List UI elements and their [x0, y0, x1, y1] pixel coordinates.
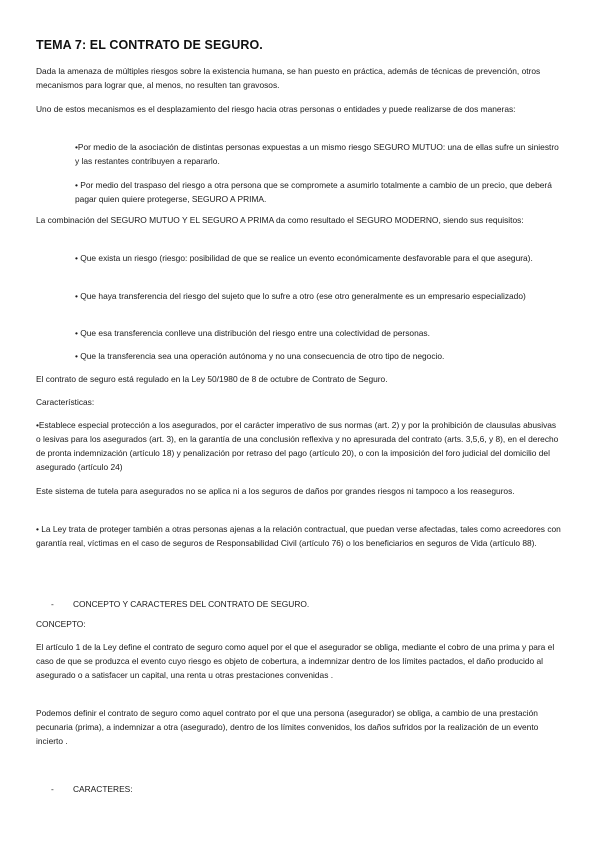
concept-heading: CONCEPTO:	[36, 619, 86, 629]
requirement-item-3: • Que esa transferencia conlleve una distribución del riesgo entre una colectividad de personas.	[75, 328, 430, 338]
section-dash: -	[51, 599, 54, 609]
requirement-item-1: • Que exista un riesgo (riesgo: posibilidad de que se realice un evento económicamente desfavorable para el que asegura).	[75, 253, 533, 263]
characteristic-item-1: •Establece especial protección a los asegurados, por el carácter imperativo de sus normas (art. 2) y por la prohibición de clausulas abusivas o lesivas para los asegurados (art. 3), en la garantía de una conclusión reflexiva y no apresurada del contrato (arts. 3,5,6, y 8), en el derecho de pronta indemnización (artículo 18) y penalización por retraso del pago (artículo 20), o con la imposición del foro judicial del domicilio del asegurado (artículo 24)	[36, 420, 559, 472]
characteristic-item-2: • La Ley trata de proteger también a otras personas ajenas a la relación contractual, que puedan verse afectadas, tales como acreedores con garantía real, víctimas en el caso de seguros de Responsabilidad Civil (artículo 76) o los beneficiarios en seguros de Vida (artículo 88).	[36, 524, 561, 548]
concept-paragraph-2: Podemos definir el contrato de seguro como aquel contrato por el que una persona (asegurador) se obliga, a cambio de una prestación pecunaria (prima), a indemnizar a otra (asegurado), dentro de los límites convenidos, los daños sufridos por la realización de un evento incierto .	[36, 708, 539, 746]
combination-paragraph: La combinación del SEGURO MUTUO Y EL SEGURO A PRIMA da como resultado el SEGURO MODERNO, siendo sus requisitos:	[36, 215, 524, 225]
bullet-seguro-mutuo: •Por medio de la asociación de distintas personas expuestas a un mismo riesgo SEGURO MUTUO: una de ellas sufre un siniestro y las restantes contribuyen a repararlo.	[75, 142, 559, 166]
concept-paragraph-1: El artículo 1 de la Ley define el contrato de seguro como aquel por el que el asegurador se obliga, mediante el cobro de una prima y para el caso de que se produzca el evento cuyo riesgo es objeto de cobertura, a indemnizar dentro de los límites pactados, el daño producido al asegurado o a satisfacer un capital, una renta u otras prestaciones convenidas .	[36, 642, 555, 680]
tutela-paragraph: Este sistema de tutela para asegurados no se aplica ni a los seguros de daños por grandes riesgos ni tampoco a los reaseguros.	[36, 486, 515, 496]
intro-paragraph: Dada la amenaza de múltiples riesgos sobre la existencia humana, se han puesto en práctica, además de técnicas de prevención, otros mecanismos para lograr que, al menos, no resulten tan gravosos.	[36, 66, 541, 90]
characteristics-heading: Características:	[36, 397, 95, 407]
section-dash: -	[51, 784, 54, 794]
requirement-item-2: • Que haya transferencia del riesgo del sujeto que lo sufre a otro (ese otro generalmente es un empresario especializado)	[75, 291, 526, 301]
regulated-paragraph: El contrato de seguro está regulado en la Ley 50/1980 de 8 de octubre de Contrato de Seguro.	[36, 374, 388, 384]
requirement-item-4: • Que la transferencia sea una operación autónoma y no una consecuencia de otro tipo de negocio.	[75, 351, 445, 361]
mechanisms-paragraph: Uno de estos mecanismos es el desplazamiento del riesgo hacia otras personas o entidades y puede realizarse de dos maneras:	[36, 104, 516, 114]
section-heading-concepto-caracteres: CONCEPTO Y CARACTERES DEL CONTRATO DE SEGURO.	[73, 599, 310, 609]
bullet-seguro-prima: • Por medio del traspaso del riesgo a otra persona que se compromete a asumirlo totalmente a cambio de un precio, que deberá pagar quien quiere protegerse, SEGURO A PRIMA.	[75, 180, 552, 204]
section-heading-caracteres: CARACTERES:	[73, 784, 133, 794]
page-title: TEMA 7: EL CONTRATO DE SEGURO.	[36, 38, 263, 52]
